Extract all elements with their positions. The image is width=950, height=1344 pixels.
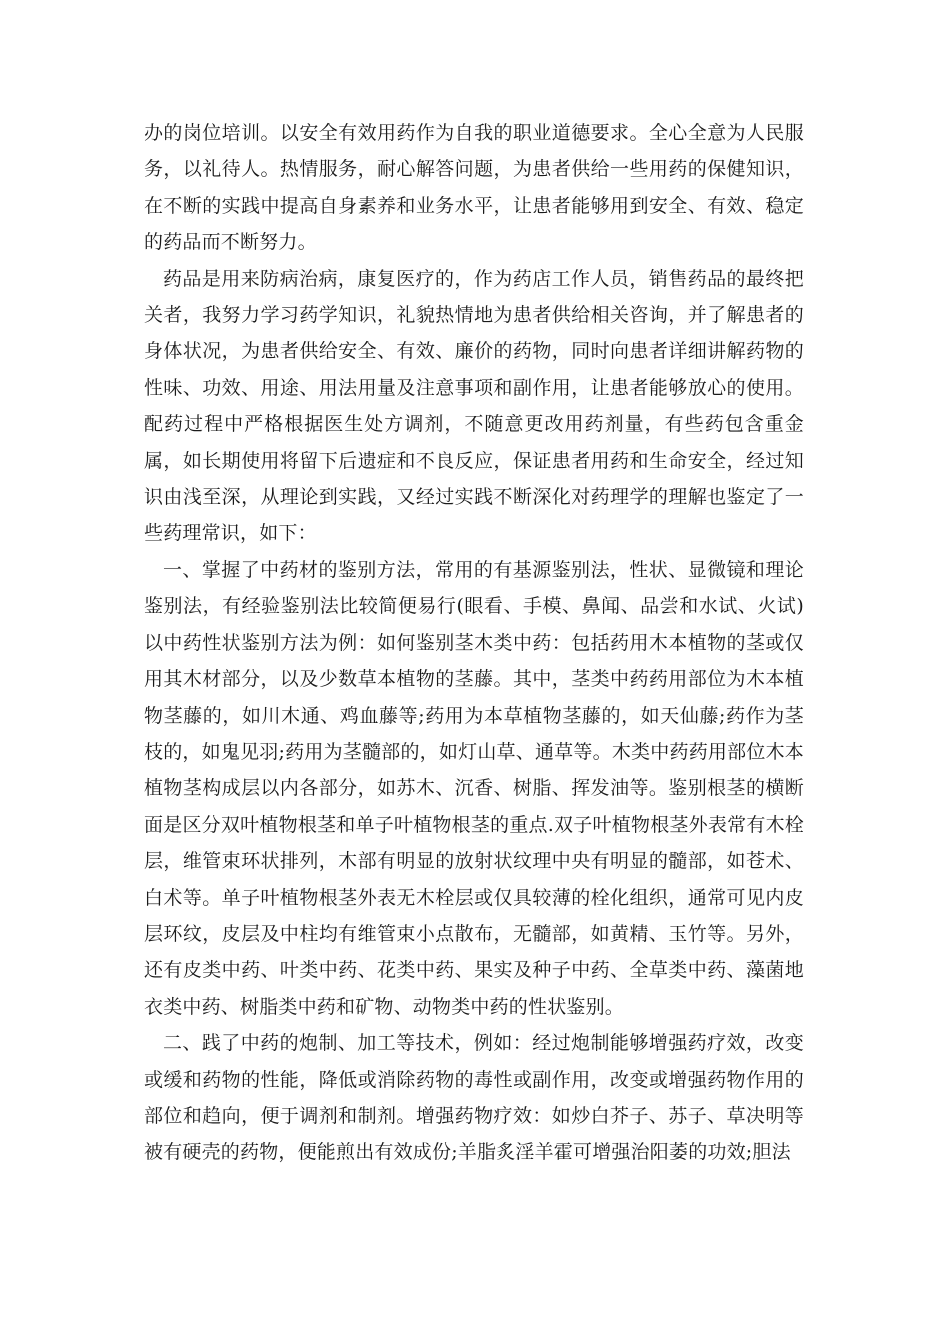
document-body	[144, 115, 804, 1171]
paragraph-1: 办的岗位培训。以安全有效用药作为自我的职业道德要求。全心全意为人民服务，以礼待人。热情服务，耐心解答问题，为患者供给一些用药的保健知识，在不断的实践中提高自身素养和业务水平，让患者能够用到安全、有效、稳定的药品而不断努力。	[144, 122, 804, 254]
paragraph-2: 药品是用来防病治病，康复医疗的，作为药店工作人员，销售药品的最终把关者，我努力学习药学知识，礼貌热情地为患者供给相关咨询，并了解患者的身体状况，为患者供给安全、有效、廉价的药物，同时向患者详细讲解药物的性味、功效、用途、用法用量及注意事项和副作用，让患者能够放心的使用。配药过程中严格根据医生处方调剂，不随意更改用药剂量，有些药包含重金属，如长期使用将留下后遗症和不良反应，保证患者用药和生命安全，经过知识由浅至深，从理论到实践，又经过实践不断深化对药理学的理解也鉴定了一些药理常识，如下：	[144, 267, 804, 545]
paragraph-3: 一、掌握了中药材的鉴别方法，常用的有基源鉴别法，性状、显微镜和理论鉴别法，有经验鉴别法比较简便易行(眼看、手模、鼻闻、品尝和水试、火试)以中药性状鉴别方法为例：如何鉴别茎木类中药：包括药用木本植物的茎或仅用其木材部分，以及少数草本植物的茎藤。其中，茎类中药药用部位为木本植物茎藤的，如川木通、鸡血藤等;药用为本草植物茎藤的，如天仙藤;药作为茎枝的，如鬼见羽;药用为茎髓部的，如灯山草、通草等。木类中药药用部位木本植物茎构成层以内各部分，如苏木、沉香、树脂、挥发油等。鉴别根茎的横断面是区分双叶植物根茎和单子叶植物根茎的重点.双子叶植物根茎外表常有木栓层，维管束环状排列，木部有明显的放射状纹理中央有明显的髓部，如苍术、白术等。单子叶植物根茎外表无木栓层或仅具较薄的栓化组织，通常可见内皮层环纹，皮层及中柱均有维管束小点散布，无髓部，如黄精、玉竹等。另外，还有皮类中药、叶类中药、花类中药、果实及种子中药、全草类中药、藻菌地衣类中药、树脂类中药和矿物、动物类中药的性状鉴别。	[144, 558, 804, 1018]
paragraph-4: 二、践了中药的炮制、加工等技术，例如：经过炮制能够增强药疗效，改变或缓和药物的性能，降低或消除药物的毒性或副作用，改变或增强药物作用的部位和趋向，便于调剂和制剂。增强药物疗效：如炒白芥子、苏子、草决明等被有硬壳的药物，便能煎出有效成份;羊脂炙淫羊霍可增强治阳萎的功效;胆法	[144, 1032, 804, 1164]
